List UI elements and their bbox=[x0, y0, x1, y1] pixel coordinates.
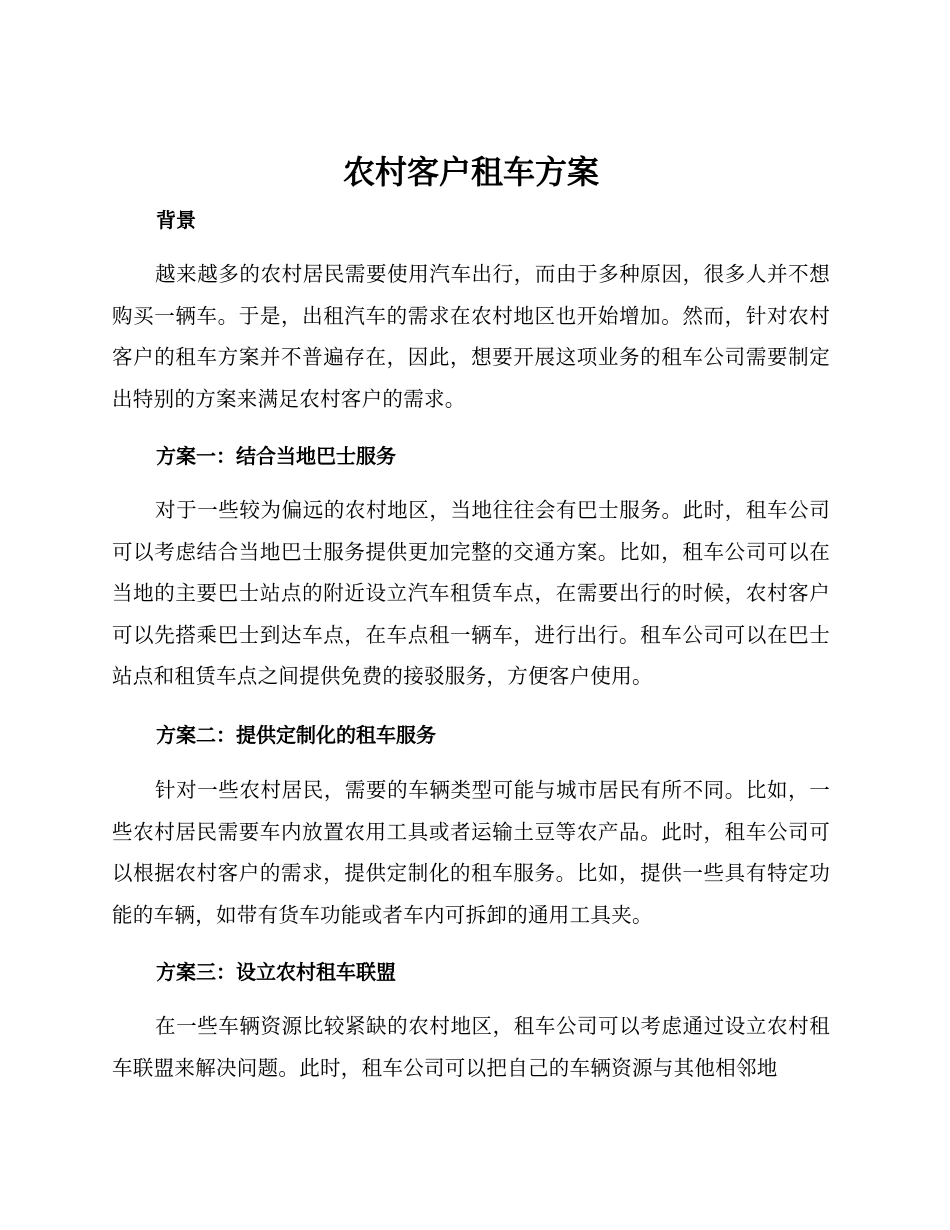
page-title: 农村客户租车方案 bbox=[342, 153, 599, 191]
section-heading-plan-two: 方案二：提供定制化的租车服务 bbox=[156, 723, 436, 747]
section-paragraph-plan-three: 在一些车辆资源比较紧缺的农村地区，租车公司可以考虑通过设立农村租车联盟来解决问题。此时，租车公司可以把自己的车辆资源与其他相邻地 bbox=[112, 1014, 830, 1080]
section-heading-plan-three: 方案三：设立农村租车联盟 bbox=[156, 960, 396, 984]
section-heading-background: 背景 bbox=[156, 208, 196, 232]
section-heading-plan-one: 方案一：结合当地巴士服务 bbox=[156, 444, 396, 468]
section-paragraph-plan-one: 对于一些较为偏远的农村地区，当地往往会有巴士服务。此时，租车公司可以考虑结合当地巴士服务提供更加完整的交通方案。比如，租车公司可以在当地的主要巴士站点的附近设立汽车租赁车点，在需要出行的时候，农村客户可以先搭乘巴士到达车点，在车点租一辆车，进行出行。租车公司可以在巴士站点和租赁车点之间提供免费的接驳服务，方便客户使用。 bbox=[112, 498, 830, 688]
section-paragraph-plan-two: 针对一些农村居民，需要的车辆类型可能与城市居民有所不同。比如，一些农村居民需要车内放置农用工具或者运输土豆等农产品。此时，租车公司可以根据农村客户的需求，提供定制化的租车服务。比如，提供一些具有特定功能的车辆，如带有货车功能或者车内可拆卸的通用工具夹。 bbox=[112, 778, 830, 927]
section-paragraph-background: 越来越多的农村居民需要使用汽车出行，而由于多种原因，很多人并不想购买一辆车。于是，出租汽车的需求在农村地区也开始增加。然而，针对农村客户的租车方案并不普遍存在，因此，想要开展这项业务的租车公司需要制定出特别的方案来满足农村客户的需求。 bbox=[112, 262, 830, 411]
